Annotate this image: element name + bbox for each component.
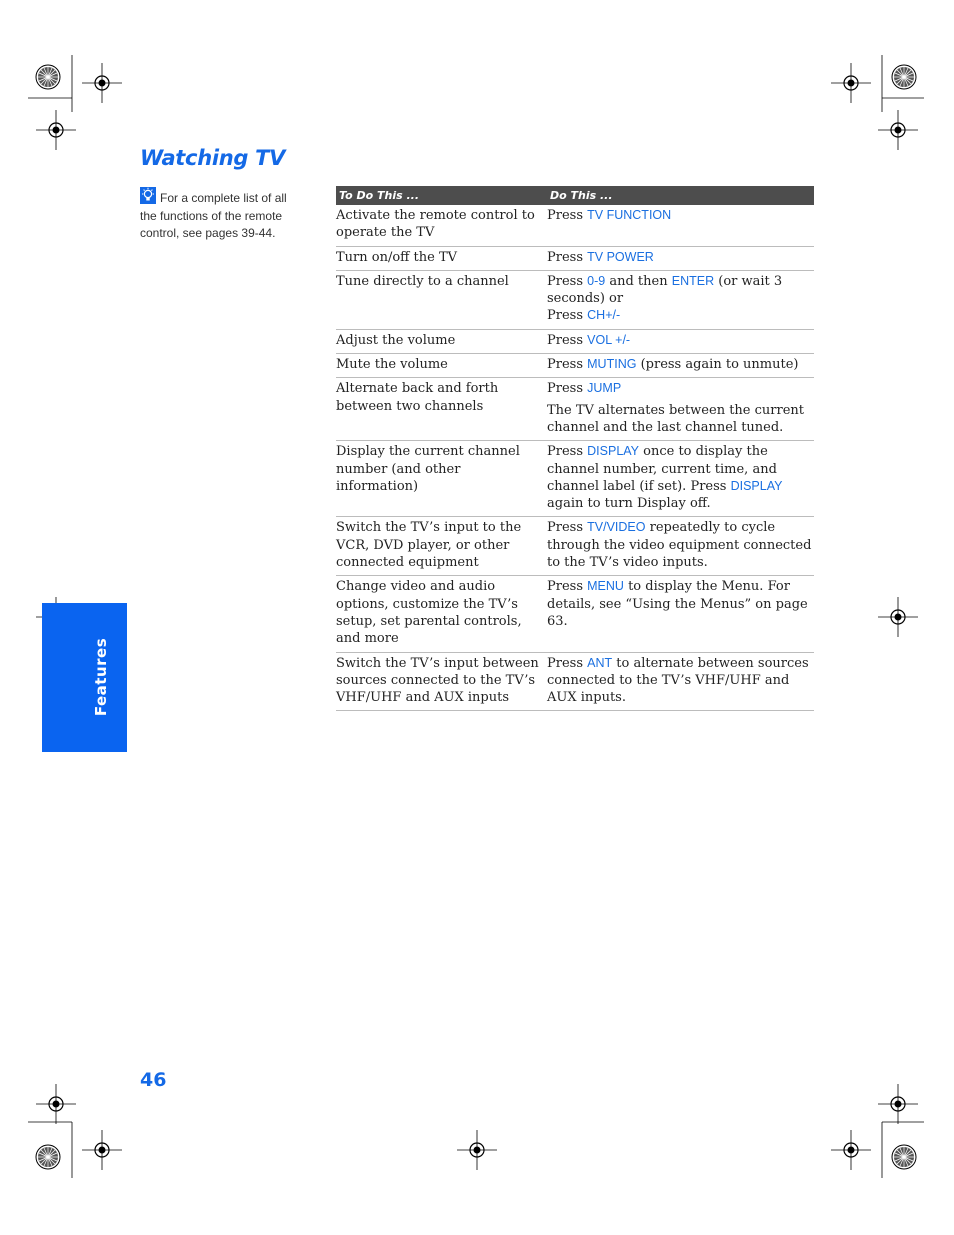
table-row (336, 270, 814, 329)
remote-button-name: TV FUNCTION (587, 208, 672, 222)
cell-do-this (547, 205, 814, 246)
cell-to-do: Alternate back and forth between two channels (336, 378, 547, 441)
instruction-paragraph (547, 655, 814, 707)
cell-do-this (547, 652, 814, 711)
remote-button-name: 0-9 (587, 273, 606, 288)
instruction-text: Press (547, 273, 588, 289)
instruction-paragraph (547, 356, 814, 373)
column-header-do-this: Do This ... (547, 186, 814, 205)
instruction-paragraph (547, 207, 814, 224)
instruction-text: repeatedly to cycle through the video equipment connected to the TV’s video inputs. (547, 520, 812, 571)
remote-button-name: CH+/- (587, 308, 621, 323)
instruction-text: Press (547, 579, 588, 595)
cell-do-this (547, 378, 814, 441)
instruction-paragraph (547, 249, 814, 266)
instruction-text: (press again to unmute) (636, 357, 799, 373)
remote-button-name: DISPLAY (587, 444, 640, 459)
instruction-text: Press (547, 444, 588, 460)
table-row (336, 441, 814, 517)
cell-do-this (547, 576, 814, 652)
remote-button-name: MUTING (587, 357, 637, 372)
page-number: 46 (140, 1069, 167, 1091)
instruction-text: Press (547, 208, 588, 223)
section-tab (42, 603, 127, 752)
instruction-text: Press (547, 249, 588, 265)
remote-button-name: ANT (587, 655, 613, 670)
table-header-row (336, 186, 814, 205)
cell-to-do: Turn on/off the TV (336, 246, 547, 270)
tip-note (140, 187, 290, 243)
table-row (336, 246, 814, 270)
instruction-text: to alternate between sources connected to the TV’s VHF/UHF and AUX inputs. (547, 655, 809, 706)
remote-button-name: DISPLAY (730, 478, 783, 493)
cell-do-this (547, 329, 814, 353)
instruction-text: again to turn Display off. (547, 496, 711, 512)
table-row (336, 329, 814, 353)
remote-button-name: MENU (587, 579, 624, 594)
cell-do-this (547, 441, 814, 517)
table-row (336, 205, 814, 246)
lightbulb-icon (140, 187, 156, 204)
instruction-text: once to display the channel number, current time, and channel label (if set). Press (547, 444, 777, 494)
cell-to-do: Change video and audio options, customize the TV’s setup, set parental controls, and more (336, 576, 547, 652)
cell-do-this (547, 354, 814, 378)
cell-to-do: Adjust the volume (336, 329, 547, 353)
instruction-text: The TV alternates between the current channel and the last channel tuned. (547, 402, 804, 435)
cell-do-this (547, 270, 814, 329)
cell-to-do: Switch the TV’s input between sources connected to the TV’s VHF/UHF and AUX inputs (336, 652, 547, 711)
table-row (336, 652, 814, 711)
instruction-text: to display the Menu. For details, see “Using the Menus” on page 63. (547, 579, 808, 629)
remote-button-name: TV POWER (587, 249, 654, 264)
section-tab-label: Features (92, 637, 110, 717)
remote-button-name: VOL +/- (587, 332, 631, 347)
cell-do-this (547, 517, 814, 576)
instruction-text: Press (547, 655, 588, 671)
remote-button-name: TV/VIDEO (587, 520, 646, 535)
cell-to-do: Activate the remote control to operate the TV (336, 205, 547, 246)
tip-text: For a complete list of all the functions of the remote control, see pages 39-44. (140, 191, 287, 240)
table-row (336, 576, 814, 652)
cell-to-do: Tune directly to a channel (336, 270, 547, 329)
instruction-paragraph (547, 402, 814, 437)
instruction-text: Press (547, 381, 588, 397)
page-title: Watching TV (140, 146, 286, 170)
cell-to-do: Switch the TV’s input to the VCR, DVD player, or other connected equipment (336, 517, 547, 576)
features-table (336, 186, 814, 711)
instruction-text: Press (547, 520, 588, 536)
table-row (336, 517, 814, 576)
remote-button-name: ENTER (671, 273, 715, 288)
instruction-paragraph (547, 443, 814, 512)
instruction-text: and then (605, 273, 672, 289)
instruction-paragraph (547, 332, 814, 349)
cell-to-do: Display the current channel number (and other information) (336, 441, 547, 517)
instruction-paragraph (547, 519, 814, 571)
instruction-paragraph (547, 578, 814, 630)
table-row (336, 354, 814, 378)
instruction-text: Press (547, 357, 588, 373)
table-row (336, 378, 814, 441)
table-body (336, 205, 814, 711)
instruction-text: Press (547, 332, 588, 348)
instruction-paragraph (547, 273, 814, 325)
column-header-to-do: To Do This ... (336, 186, 547, 205)
remote-button-name: JUMP (587, 381, 622, 396)
cell-to-do: Mute the volume (336, 354, 547, 378)
instruction-text: Press (547, 308, 588, 324)
instruction-text: (or wait 3 seconds) or (547, 273, 783, 307)
cell-do-this (547, 246, 814, 270)
instruction-paragraph (547, 380, 814, 397)
